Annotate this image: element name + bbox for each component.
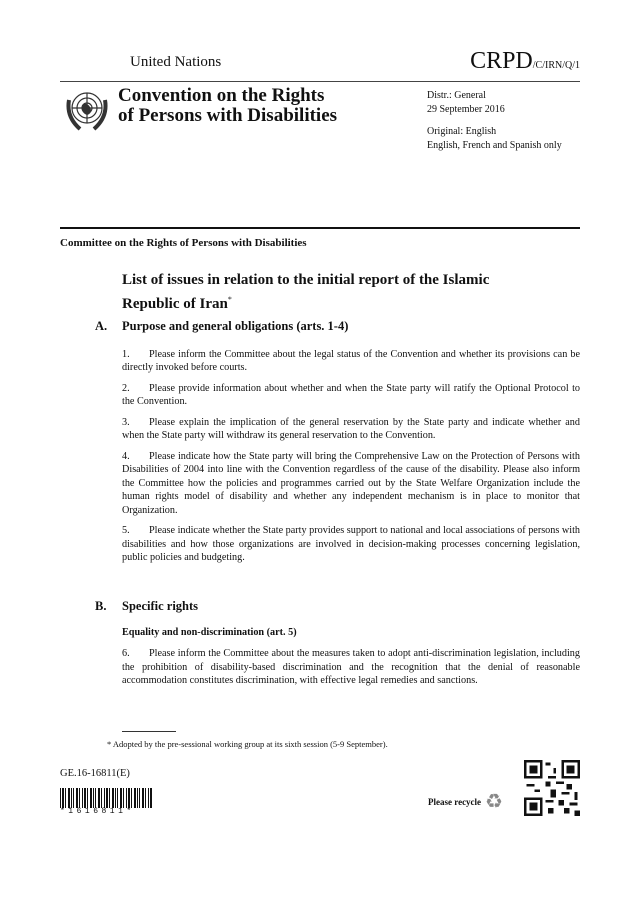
un-emblem-icon (62, 85, 112, 135)
barcode-icon (60, 788, 152, 808)
qr-code-icon (524, 760, 580, 816)
section-heading (95, 599, 580, 614)
barcode-text: *1616811* (60, 807, 135, 816)
committee-name: Committee on the Rights of Persons with Disabilities (60, 237, 307, 249)
recycle-icon: ♻ (485, 791, 503, 813)
footnote-rule (122, 731, 176, 732)
date: 29 September 2016 (427, 104, 505, 115)
para-text: Please explain the implication of the general reservation by the State party and indicate whether and when the State party will withdraw its general reservation to the Convention. (122, 416, 580, 441)
title-line: of Persons with Disabilities (118, 105, 338, 126)
section-b (95, 599, 580, 695)
para-text: Please indicate whether the State party provides support to national and local associations of persons with disabilities and how those organizations are involved in decision-making processes concerning legislation, public policies and budgeting. (122, 525, 580, 563)
para-text: Please inform the Committee about the measures taken to adopt anti-discrimination legislation, including the prohibition of disability-based discrimination and the recognition that the denial of reasonable accommodation constitutes discrimination, with effective legal remedies and sanctions. (122, 648, 580, 686)
thick-rule (60, 227, 580, 229)
para-text: Please indicate how the State party will bring the Comprehensive Law on the Protection of Persons with Disabilities of 2004 into line with the Convention regardless of the cause of the disability. Please also inform the Committee how the policies and programmes carried out by the State Welfare Organization include the human rights model of disability and whether any independent mechanism is in place to monitor that Organization. (122, 450, 580, 516)
footnote: * Adopted by the pre-sessional working group at its sixth session (5-9 September). (107, 739, 388, 749)
section-title: Specific rights (122, 599, 199, 613)
paragraph (122, 348, 580, 375)
paragraph (122, 524, 580, 565)
job-number: GE.16-16811(E) (60, 768, 130, 779)
org-name: United Nations (130, 54, 222, 70)
para-num: 6. (122, 648, 130, 659)
document-symbol (470, 48, 580, 75)
distribution-info (427, 89, 562, 161)
para-num: 4. (122, 450, 130, 462)
distr: Distr.: General (427, 90, 486, 101)
document-title (122, 271, 522, 314)
para-num: 5. (122, 525, 130, 536)
section-title: Purpose and general obligations (arts. 1-4) (122, 319, 349, 333)
convention-title (118, 86, 337, 126)
section-heading (95, 319, 580, 334)
section-number: B. (95, 599, 107, 613)
para-num: 2. (122, 382, 130, 394)
recycle-text: Please recycle (428, 797, 482, 807)
title-line: Convention on the Rights (118, 85, 325, 106)
original-language: Original: English (427, 126, 497, 137)
subsection-title: Equality and non-discrimination (art. 5) (122, 626, 297, 638)
paragraph (122, 416, 580, 443)
header-rule (60, 81, 580, 82)
title-text: List of issues in relation to the initial report of the Islamic Republic of Iran (122, 272, 490, 312)
symbol-main: CRPD (470, 48, 533, 74)
para-text: Please provide information about whether and when the State party will ratify the Optional Protocol to the Convention. (122, 382, 580, 407)
footnote-mark[interactable]: * (227, 295, 232, 304)
para-num: 1. (122, 348, 130, 360)
para-num: 3. (122, 416, 130, 428)
languages: English, French and Spanish only (427, 140, 562, 151)
paragraph (122, 382, 580, 409)
section-number: A. (95, 319, 108, 333)
symbol-suffix: /C/IRN/Q/1 (532, 60, 580, 71)
paragraph (122, 450, 580, 518)
section-a (95, 319, 580, 572)
para-text: Please inform the Committee about the legal status of the Convention and whether its provisions can be directly invoked before courts. (122, 348, 580, 373)
paragraph (122, 647, 580, 688)
